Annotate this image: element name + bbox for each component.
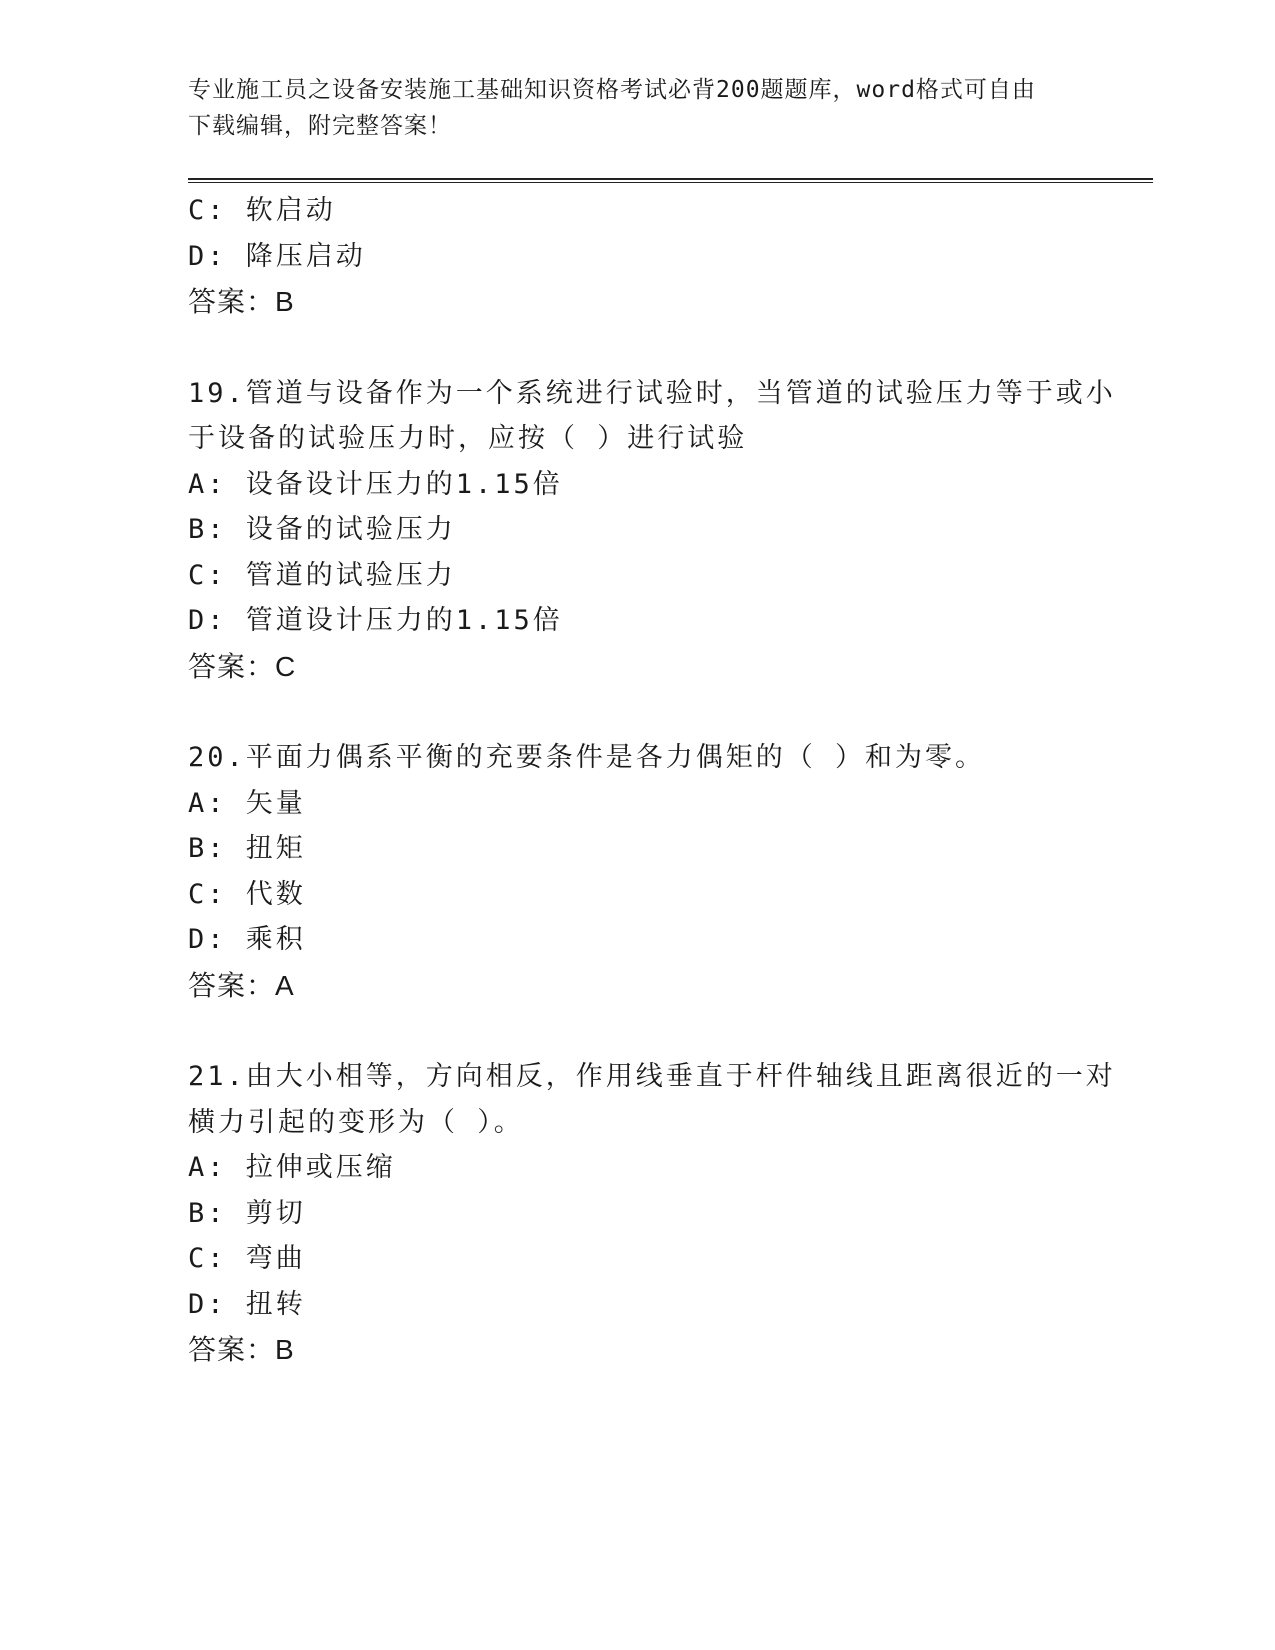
header-title-line-2: 下载编辑，附完整答案！ bbox=[188, 113, 452, 139]
option-b: B: 剪切 bbox=[188, 1197, 306, 1229]
question-stem-line-1: 19.管道与设备作为一个系统进行试验时，当管道的试验压力等于或小 bbox=[188, 377, 1116, 409]
option-d: D: 管道设计压力的1.15倍 bbox=[188, 605, 563, 636]
question-stem-line-1: 21.由大小相等，方向相反，作用线垂直于杆件轴线且距离很近的一对 bbox=[188, 1061, 1116, 1092]
answer-line: 答案：B bbox=[188, 1334, 295, 1365]
option-a: A: 拉伸或压缩 bbox=[188, 1152, 396, 1183]
question-21 bbox=[188, 1054, 1116, 1373]
option-b: B: 设备的试验压力 bbox=[188, 514, 456, 545]
option-c: C: 弯曲 bbox=[188, 1243, 306, 1274]
question-20 bbox=[188, 735, 1088, 1008]
question-18-continued bbox=[188, 188, 1088, 325]
question-stem-line-2: 于设备的试验压力时，应按（ ）进行试验 bbox=[188, 423, 748, 454]
question-stem-line-2: 横力引起的变形为（ ）。 bbox=[188, 1106, 524, 1138]
option-c: C: 代数 bbox=[188, 878, 306, 910]
option-d: D: 扭转 bbox=[188, 1288, 306, 1320]
option-b: B: 扭矩 bbox=[188, 833, 306, 864]
option-a: A: 矢量 bbox=[188, 787, 306, 819]
option-c: C: 软启动 bbox=[188, 195, 336, 226]
answer-line: 答案：A bbox=[188, 969, 295, 1001]
option-d: D: 降压启动 bbox=[188, 240, 366, 272]
answer-line: 答案：B bbox=[188, 286, 295, 317]
question-19 bbox=[188, 371, 1116, 690]
document-header bbox=[188, 72, 1068, 144]
option-a: A: 设备设计压力的1.15倍 bbox=[188, 468, 563, 500]
question-list bbox=[188, 188, 1116, 1373]
header-divider bbox=[188, 178, 1153, 183]
header-title-line-1: 专业施工员之设备安装施工基础知识资格考试必背200题题库，word格式可自由 bbox=[188, 77, 1036, 103]
answer-line: 答案：C bbox=[188, 650, 297, 682]
question-stem-line-1: 20.平面力偶系平衡的充要条件是各力偶矩的（ ）和为零。 bbox=[188, 742, 986, 773]
option-c: C: 管道的试验压力 bbox=[188, 559, 456, 591]
option-d: D: 乘积 bbox=[188, 924, 306, 955]
